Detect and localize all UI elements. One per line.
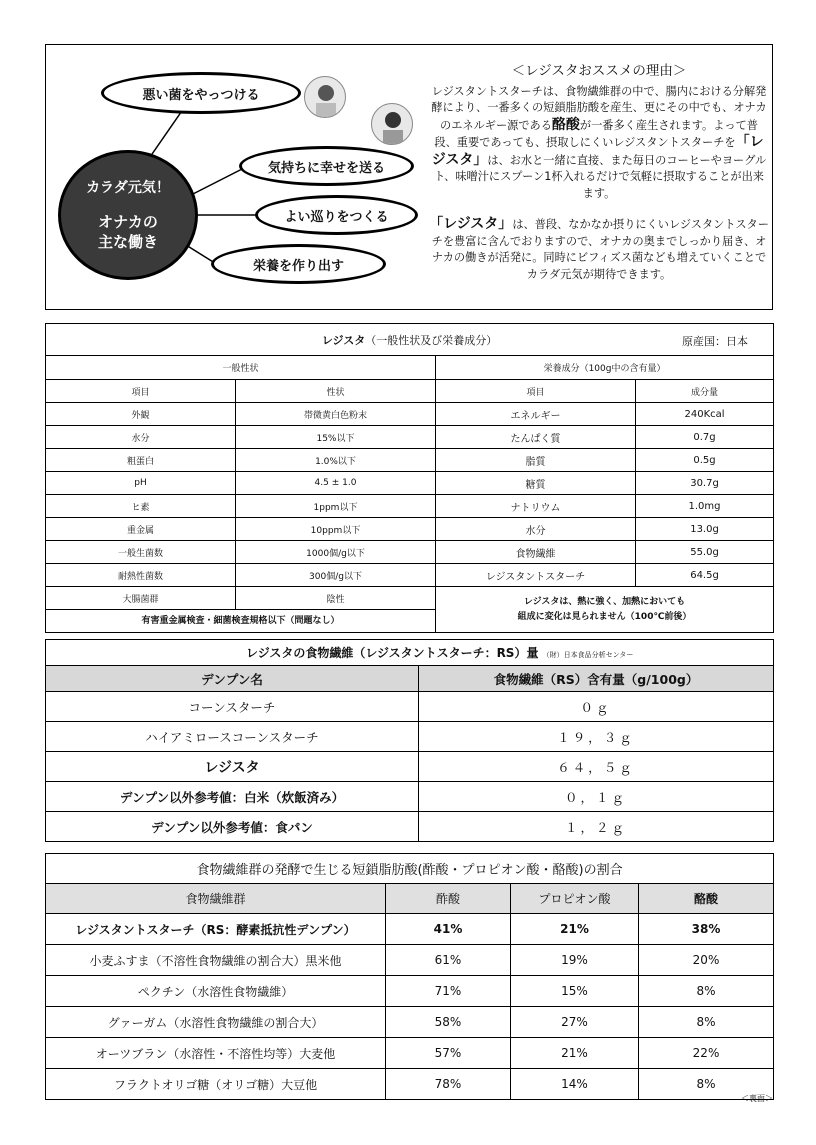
column-header: 性状	[236, 380, 436, 403]
scfa-ratio-table	[45, 853, 774, 1100]
column-header: プロピオン酸	[511, 884, 639, 914]
person-photo	[304, 76, 346, 118]
table-cell: ６４，５ｇ	[419, 752, 774, 782]
table-cell: 10ppm以下	[236, 518, 436, 541]
column-header: 酪酸	[639, 884, 774, 914]
column-header: 酢酸	[386, 884, 511, 914]
table-cell: 外観	[46, 403, 236, 426]
table-cell: ０ｇ	[419, 692, 774, 722]
table-cell: 8%	[639, 1069, 774, 1100]
table-cell: 57%	[386, 1038, 511, 1069]
table-cell: 55.0g	[636, 541, 774, 564]
table-cell: 1.0%以下	[236, 449, 436, 472]
promo-paragraph: 「レジスタ」は、普段、なかなか摂りにくいレジスタントスターチを豊富に含んでおりますので、オナカの奥までしっかり届き、オナカの働きが活発に。同時にビフィズス菌なども増えていくことでカラダ元気が期待できます。	[429, 216, 769, 281]
table-cell: 4.5 ± 1.0	[236, 472, 436, 495]
table-row	[46, 752, 774, 782]
table-cell: 41%	[386, 914, 511, 945]
promo-text	[429, 63, 769, 297]
table-cell: 1000個/g以下	[236, 541, 436, 564]
table-row	[46, 945, 774, 976]
table-cell: グァーガム（水溶性食物繊維の割合大）	[46, 1007, 386, 1038]
table-cell: 30.7g	[636, 472, 774, 495]
table-row	[46, 495, 774, 518]
table-row	[46, 722, 774, 752]
table-cell: ナトリウム	[436, 495, 636, 518]
column-header: 食物繊維群	[46, 884, 386, 914]
table-cell: 帯微黄白色粉末	[236, 403, 436, 426]
promo-paragraph: レジスタントスターチは、食物繊維群の中で、腸内における分解発酵により、一番多くの短鎖脂肪酸を産生、更にその中でも、オナカのエネルギー源である酪酸が一番多く産生されます。よって普段、重要であっても、摂取しにくいレジスタントスターチを「レジスタ」は、お水と一緒に直接、また毎日のコーヒーやヨーグルト、味噌汁にスプーン1杯入れるだけで気軽に摂取することが出来ます。	[431, 84, 767, 200]
table-cell: 重金属	[46, 518, 236, 541]
column-header: 項目	[46, 380, 236, 403]
section-header: 栄養成分（100g中の含有量）	[436, 356, 774, 380]
table-cell: 耐熱性菌数	[46, 564, 236, 587]
table-cell: 脂質	[436, 449, 636, 472]
table-cell: 240Kcal	[636, 403, 774, 426]
belly-line: オナカの	[98, 213, 158, 231]
benefit-pill: 気持ちに幸せを送る	[239, 146, 414, 186]
column-header: 食物繊維（RS）含有量（g/100g）	[419, 666, 774, 692]
table-row	[46, 914, 774, 945]
table-cell: 水分	[436, 518, 636, 541]
table-cell: 1ppm以下	[236, 495, 436, 518]
promo-title: ＜レジスタおススメの理由＞	[511, 63, 687, 79]
table-cell: 61%	[386, 945, 511, 976]
table-cell: 陰性	[236, 587, 436, 610]
table-title: レジスタ（一般性状及び栄養成分） 原産国：日本	[46, 324, 774, 356]
benefit-pill: よい巡りをつくる	[255, 195, 418, 235]
table-cell: 糖質	[436, 472, 636, 495]
origin-label: 原産国：日本	[682, 335, 749, 348]
table-row	[46, 692, 774, 722]
table-cell: コーンスターチ	[46, 692, 419, 722]
table-cell: 一般生菌数	[46, 541, 236, 564]
properties-table	[45, 323, 774, 633]
rs-content-table	[45, 639, 774, 842]
table-cell: 15%	[511, 976, 639, 1007]
table-cell: 1.0mg	[636, 495, 774, 518]
table-cell: 21%	[511, 1038, 639, 1069]
table-cell: フラクトオリゴ糖（オリゴ糖）大豆他	[46, 1069, 386, 1100]
belly-line: 主な働き	[97, 233, 158, 251]
table-cell: 300個/g以下	[236, 564, 436, 587]
table-cell: 38%	[639, 914, 774, 945]
table-cell: 13.0g	[636, 518, 774, 541]
table-cell: 64.5g	[636, 564, 774, 587]
table-cell: 20%	[639, 945, 774, 976]
table-cell: pH	[46, 472, 236, 495]
table-cell: 15%以下	[236, 426, 436, 449]
table-cell: 8%	[639, 1007, 774, 1038]
table-row	[46, 976, 774, 1007]
inspection-note: 有害重金属検査・細菌検査規格以下（問題なし）	[46, 610, 436, 633]
belly-circle	[58, 150, 198, 280]
table-cell: １９，３ｇ	[419, 722, 774, 752]
table-row	[46, 403, 774, 426]
table-row	[46, 1007, 774, 1038]
table-cell: 食物繊維	[436, 541, 636, 564]
table-cell: 22%	[639, 1038, 774, 1069]
table-cell: ペクチン（水溶性食物繊維）	[46, 976, 386, 1007]
table-cell: 粗蛋白	[46, 449, 236, 472]
table-cell: 78%	[386, 1069, 511, 1100]
belly-line: カラダ元気！	[86, 180, 170, 196]
table-row	[46, 812, 774, 842]
table-cell: ハイアミロースコーンスターチ	[46, 722, 419, 752]
table-cell: 0.7g	[636, 426, 774, 449]
person-photo	[371, 103, 413, 145]
column-header: 成分量	[636, 380, 774, 403]
table-cell: オーツブラン（水溶性・不溶性均等）大麦他	[46, 1038, 386, 1069]
table-cell: 19%	[511, 945, 639, 976]
benefit-pill: 悪い菌をやっつける	[101, 72, 301, 114]
table-row	[46, 518, 774, 541]
table-row	[46, 587, 774, 610]
table-cell: レジスタントスターチ	[436, 564, 636, 587]
table-cell: 水分	[46, 426, 236, 449]
section-header: 一般性状	[46, 356, 436, 380]
table-cell: 21%	[511, 914, 639, 945]
table-cell: 8%	[639, 976, 774, 1007]
table-row	[46, 449, 774, 472]
table-row	[46, 541, 774, 564]
table-cell: レジスタントスターチ（RS：酵素抵抗性デンプン）	[46, 914, 386, 945]
table-row	[46, 782, 774, 812]
table-cell: 大腸菌群	[46, 587, 236, 610]
table-cell: 14%	[511, 1069, 639, 1100]
promo-illustration	[46, 45, 426, 311]
table-cell: ０，１ｇ	[419, 782, 774, 812]
table-row	[46, 472, 774, 495]
table-cell: 27%	[511, 1007, 639, 1038]
table-cell: デンプン以外参考値：白米（炊飯済み）	[46, 782, 419, 812]
table-row	[46, 426, 774, 449]
table-cell: １，２ｇ	[419, 812, 774, 842]
table-cell: たんぱく質	[436, 426, 636, 449]
table-row	[46, 564, 774, 587]
table-cell: デンプン以外参考値：食パン	[46, 812, 419, 842]
table-cell: 0.5g	[636, 449, 774, 472]
table-title: レジスタの食物繊維（レジスタントスターチ：RS）量 （財）日本食品分析センター	[46, 640, 774, 666]
table-cell: 71%	[386, 976, 511, 1007]
table-row	[46, 1038, 774, 1069]
table-cell: エネルギー	[436, 403, 636, 426]
table-cell: ヒ素	[46, 495, 236, 518]
promo-box	[45, 44, 773, 310]
table-cell: レジスタ	[46, 752, 419, 782]
page-footer: ＜裏面＞	[741, 1094, 773, 1103]
table-title: 食物繊維群の発酵で生じる短鎖脂肪酸(酢酸・プロピオン酸・酪酸)の割合	[46, 854, 774, 884]
heat-note: レジスタは、熱に強く、加熱においても 組成に変化は見られません（100℃前後）	[436, 587, 774, 633]
column-header: デンプン名	[46, 666, 419, 692]
table-row	[46, 1069, 774, 1100]
table-cell: 58%	[386, 1007, 511, 1038]
benefit-pill: 栄養を作り出す	[211, 244, 386, 284]
table-cell: 小麦ふすま（不溶性食物繊維の割合大）黒米他	[46, 945, 386, 976]
column-header: 項目	[436, 380, 636, 403]
